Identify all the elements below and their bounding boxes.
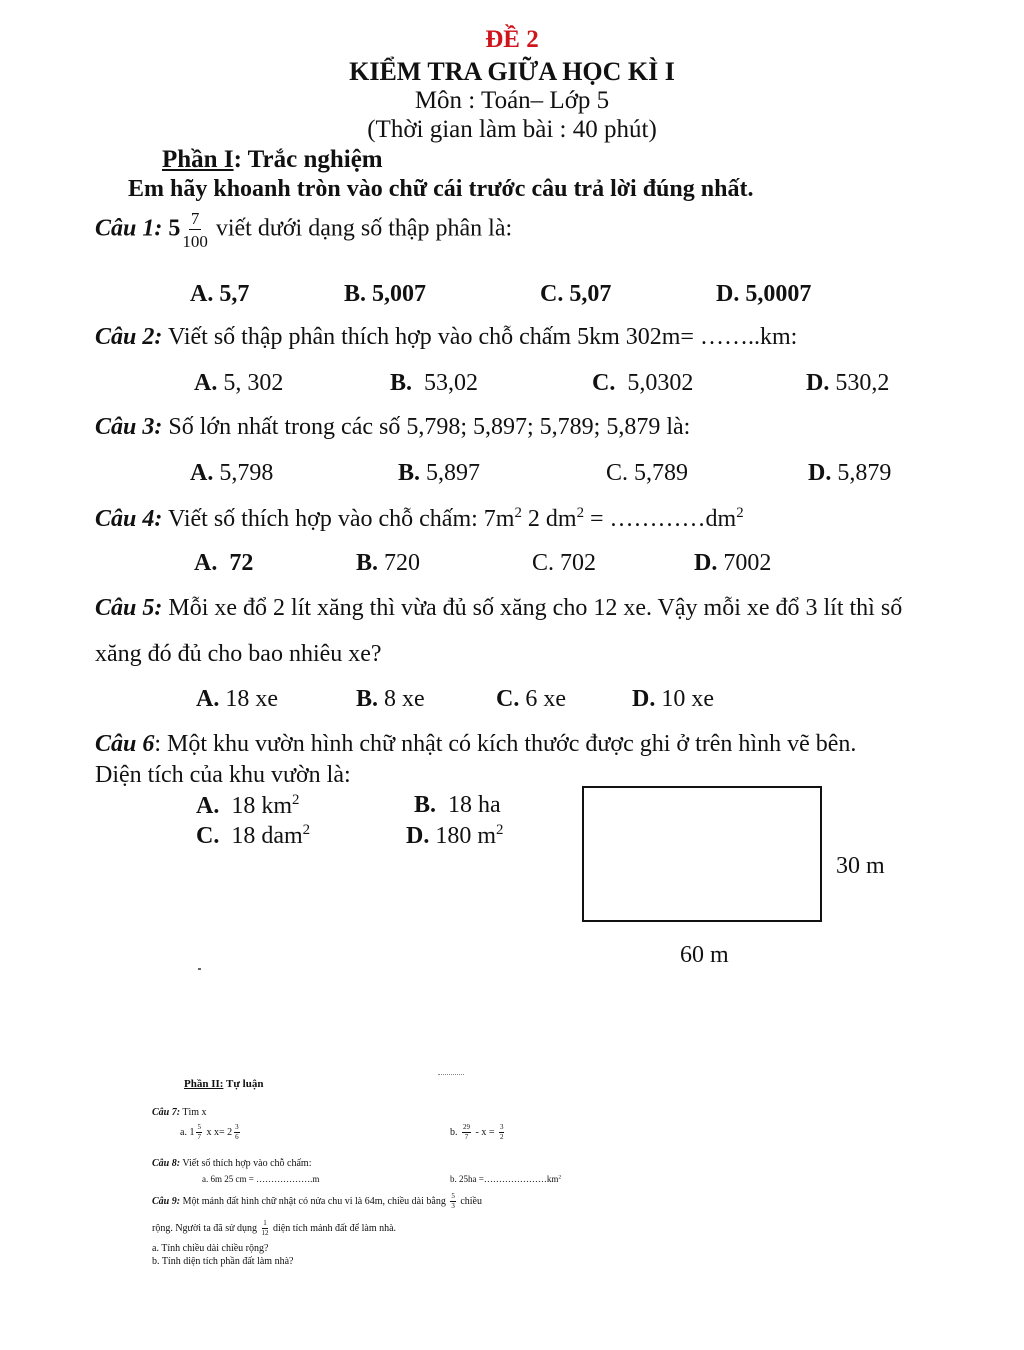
q6-option-a-sup: 2 (292, 792, 300, 808)
q6-option-b-letter: B. (414, 792, 437, 818)
question-4-text-c: = …………dm (590, 505, 737, 532)
part2-title-underlined: Phần II: (184, 1078, 224, 1090)
q7a-num2: 3 (235, 1123, 239, 1131)
part1-title-rest: : Trắc nghiệm (233, 146, 383, 173)
q7b-den1: 7 (464, 1133, 469, 1141)
q7b-prefix: b. (450, 1126, 458, 1138)
q2-option-c-letter: C. (592, 370, 616, 396)
q5-option-c-value: 6 xe (525, 686, 566, 712)
question-9-text1: Một mảnh đất hình chữ nhật có nửa chu vi là 64m, chiều dài bằng (182, 1195, 446, 1207)
q8-part-b (450, 1174, 561, 1184)
q4-option-b-value: 720 (384, 550, 421, 576)
q7a-mid: x x= (206, 1126, 225, 1138)
q6-option-d-sup: 2 (496, 822, 504, 838)
question-9 (152, 1193, 482, 1210)
q6-option-b[interactable] (414, 792, 501, 819)
q2-option-c[interactable] (592, 370, 693, 397)
q6-option-c-letter: C. (196, 822, 220, 849)
q2-option-d-value: 530,2 (835, 370, 890, 396)
q2-option-d-letter: D. (806, 370, 830, 396)
q3-option-a[interactable] (190, 460, 273, 487)
part2-heading (184, 1078, 263, 1090)
q6-option-c[interactable] (196, 822, 310, 850)
q1-option-c[interactable]: C. 5,07 (540, 281, 612, 307)
q3-option-a-value: 5,798 (219, 460, 274, 486)
q6-option-a-letter: A. (196, 792, 220, 819)
q1-numerator: 7 (190, 209, 200, 228)
question-9-line2 (152, 1220, 396, 1237)
q1-option-d[interactable]: D. 5,0007 (716, 281, 812, 307)
garden-rectangle-figure (582, 786, 822, 922)
q9-fraction-2 (262, 1220, 269, 1237)
q2-option-a-value: 5, 302 (223, 370, 284, 396)
q5-option-a-letter: A. (196, 686, 220, 712)
q5-option-c[interactable] (496, 686, 566, 713)
q1-denominator: 100 (182, 232, 208, 251)
q3-option-a-letter: A. (190, 460, 214, 486)
garden-height-label: 30 m (836, 853, 885, 879)
q2-option-b-value: 53,02 (424, 370, 479, 396)
q5-option-d[interactable] (632, 686, 714, 713)
question-5 (95, 595, 902, 622)
question-4-text-b: 2 dm (527, 505, 577, 532)
q2-option-a[interactable] (194, 370, 283, 397)
q4-sup-2: 2 (576, 505, 584, 521)
q7-part-a (180, 1124, 242, 1141)
question-3-label: Câu 3: (95, 414, 163, 440)
q4-option-d-letter: D. (694, 550, 718, 576)
q4-option-a-value: 72 (229, 550, 254, 576)
q5-option-d-letter: D. (632, 686, 656, 712)
q5-option-d-value: 10 xe (661, 686, 714, 712)
q3-option-d[interactable] (808, 460, 891, 487)
question-2-text: Viết số thập phân thích hợp vào chỗ chấm 5km 302m= ……..km: (167, 324, 798, 350)
q7a-num1: 5 (197, 1123, 201, 1131)
question-2-label: Câu 2: (95, 324, 163, 350)
q3-option-d-letter: D. (808, 460, 832, 486)
q6-option-a[interactable] (196, 792, 299, 820)
q7b-mid: - x = (475, 1126, 495, 1138)
q5-option-b-letter: B. (356, 686, 379, 712)
q4-option-c-letter: C. (532, 550, 555, 576)
q6-option-c-sup: 2 (302, 822, 311, 838)
q5-option-c-letter: C. (496, 686, 520, 712)
q1-fraction (182, 210, 208, 250)
q4-option-b-letter: B. (356, 550, 379, 576)
q4-option-c-value: 702 (560, 550, 597, 576)
q3-option-c[interactable] (606, 460, 688, 487)
question-4-label: Câu 4: (95, 505, 163, 532)
scan-speck (438, 1074, 464, 1076)
question-5-text-line2: xăng đó đủ cho bao nhiêu xe? (95, 641, 382, 667)
q3-option-b-letter: B. (398, 460, 421, 486)
exam-subject: Môn : Toán– Lớp 5 (414, 87, 610, 114)
q7a-whole1: 1 (189, 1126, 195, 1138)
q4-option-a-letter: A. (194, 550, 218, 576)
q4-sup-3: 2 (736, 505, 744, 521)
q9-part-b: b. Tính diện tích phần đất làm nhà? (152, 1256, 294, 1267)
question-3-text: Số lớn nhất trong các số 5,798; 5,897; 5,789; 5,879 là: (168, 414, 691, 440)
question-8 (152, 1158, 312, 1169)
q7b-num2: 3 (499, 1123, 504, 1131)
q7-part-b (450, 1124, 506, 1141)
q8-part-a: a. 6m 25 cm = ……………….m (202, 1174, 320, 1184)
q7a-whole2: 2 (227, 1126, 233, 1138)
q9-frac1-den: 3 (451, 1202, 455, 1210)
q9-frac2-num: 1 (263, 1219, 267, 1227)
q7b-num1: 29 (463, 1123, 470, 1131)
q7a-prefix: a. (180, 1126, 187, 1138)
q7b-fraction-1 (462, 1124, 471, 1141)
question-5-label: Câu 5: (95, 595, 163, 621)
q3-option-c-letter: C. (606, 460, 629, 486)
part2-title-rest: Tự luận (223, 1078, 264, 1090)
question-9-text2-end: diện tích mảnh đất để làm nhà. (273, 1222, 397, 1234)
question-5-text-line1: Mỗi xe đổ 2 lít xăng thì vừa đủ số xăng cho 12 xe. Vậy mỗi xe đổ 3 lít thì số (168, 595, 903, 621)
question-7-label: Câu 7: (152, 1107, 181, 1118)
question-9-label: Câu 9: (152, 1195, 181, 1207)
exam-duration: (Thời gian làm bài : 40 phút) (367, 116, 657, 143)
q4-option-d[interactable] (694, 550, 771, 577)
question-4 (95, 505, 744, 533)
q8-part-b-text: b. 25ha =…………………km (450, 1174, 559, 1184)
question-9-text1-end: chiều (460, 1195, 482, 1207)
q7a-fraction-2 (234, 1124, 240, 1141)
q2-option-b[interactable] (390, 370, 478, 397)
question-2 (95, 324, 797, 351)
q4-option-a[interactable] (194, 550, 253, 577)
q7a-den2: 6 (235, 1133, 239, 1141)
question-8-text: Viết số thích hợp vào chỗ chấm: (182, 1158, 312, 1169)
q3-option-b[interactable] (398, 460, 480, 487)
q2-option-c-value: 5,0302 (627, 370, 694, 396)
q7a-den1: 7 (197, 1133, 201, 1141)
scan-speck (198, 968, 201, 970)
question-9-text2: rộng. Người ta đã sử dụng (152, 1222, 258, 1234)
q9-fraction-1 (450, 1193, 456, 1210)
q6-option-d[interactable] (406, 822, 503, 850)
exam-title: KIỂM TRA GIỮA HỌC KÌ I (349, 57, 675, 86)
q1-option-b[interactable]: B. 5,007 (344, 281, 427, 307)
question-8-label: Câu 8: (152, 1158, 181, 1169)
question-4-text-a: Viết số thích hợp vào chỗ chấm: 7m (167, 505, 515, 532)
question-6-text-line2: Diện tích của khu vườn là: (95, 762, 351, 788)
q1-option-a[interactable]: A. 5,7 (190, 281, 250, 307)
question-6-text-line1: : Một khu vườn hình chữ nhật có kích thước được ghi ở trên hình vẽ bên. (154, 731, 857, 757)
q4-sup-1: 2 (514, 505, 522, 521)
q9-part-a: a. Tính chiều dài chiều rộng? (152, 1243, 269, 1254)
q7a-fraction-1 (196, 1124, 202, 1141)
q4-option-b[interactable] (356, 550, 420, 577)
q8-part-b-sup: 2 (558, 1174, 562, 1181)
q5-option-a[interactable] (196, 686, 278, 713)
q4-option-d-value: 7002 (723, 550, 772, 576)
question-1 (95, 210, 512, 250)
q3-option-d-value: 5,879 (837, 460, 892, 486)
q6-option-d-letter: D. (406, 822, 430, 849)
exam-code: ĐỀ 2 (485, 26, 539, 53)
question-7-text: Tìm x (182, 1107, 207, 1118)
q2-option-d[interactable] (806, 370, 889, 397)
q2-option-b-letter: B. (390, 370, 413, 396)
question-3 (95, 414, 690, 441)
question-1-label: Câu 1: (95, 215, 163, 242)
q6-option-b-value: 18 ha (448, 792, 501, 818)
q5-option-b[interactable] (356, 686, 425, 713)
q1-whole: 5 (168, 215, 181, 242)
q9-frac2-den: 12 (261, 1229, 269, 1237)
q6-option-c-value: 18 dam (231, 822, 303, 849)
q2-option-a-letter: A. (194, 370, 218, 396)
q6-option-a-value: 18 km (231, 792, 293, 819)
question-1-text: viết dưới dạng số thập phân là: (215, 215, 513, 242)
q7b-fraction-2 (499, 1124, 505, 1141)
q5-option-a-value: 18 xe (225, 686, 278, 712)
question-6-label: Câu 6 (95, 731, 155, 757)
q3-option-b-value: 5,897 (426, 460, 481, 486)
q9-frac1-num: 5 (451, 1192, 455, 1200)
part1-heading (162, 146, 383, 174)
part1-instruction: Em hãy khoanh tròn vào chữ cái trước câu trả lời đúng nhất. (128, 176, 754, 202)
q5-option-b-value: 8 xe (384, 686, 425, 712)
q3-option-c-value: 5,789 (634, 460, 689, 486)
garden-width-label: 60 m (680, 942, 729, 968)
q7b-den2: 2 (499, 1133, 504, 1141)
part1-title-underlined: Phần I (162, 146, 234, 173)
question-6 (95, 731, 856, 758)
q6-option-d-value: 180 m (435, 822, 497, 849)
q4-option-c[interactable] (532, 550, 596, 577)
question-7 (152, 1107, 207, 1118)
